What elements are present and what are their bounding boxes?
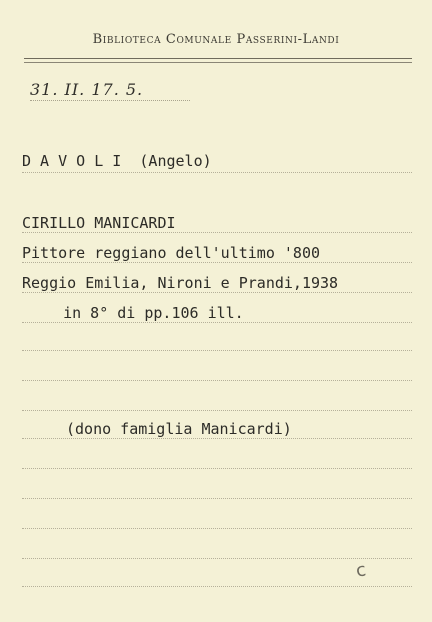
imprint-line: Reggio Emilia, Nironi e Prandi,1938 — [22, 274, 339, 292]
dotted-rule — [22, 350, 412, 351]
dotted-rule — [22, 262, 412, 263]
library-header: Biblioteca Comunale Passerini-Landi — [92, 32, 340, 47]
dotted-rule — [22, 292, 412, 293]
header-rule-thin — [24, 62, 412, 63]
subtitle-line: Pittore reggiano dell'ultimo '800 — [22, 244, 321, 262]
dotted-rule — [22, 498, 412, 499]
author-line: D A V O L I (Angelo) — [22, 152, 212, 170]
pencil-mark-icon: ᴄ — [354, 559, 368, 582]
dotted-rule — [22, 438, 412, 439]
physical-description-line: in 8° di pp.106 ill. — [36, 304, 244, 322]
dotted-rule — [22, 172, 412, 173]
dotted-rule — [22, 232, 412, 233]
dotted-rule — [22, 468, 412, 469]
dotted-rule — [22, 322, 412, 323]
dotted-rule — [22, 380, 412, 381]
dotted-rule — [22, 586, 412, 587]
shelfmark: 31. II. 17. 5. — [30, 80, 144, 99]
dotted-rule — [22, 410, 412, 411]
dotted-rule — [22, 528, 412, 529]
header-rule-thick — [24, 58, 412, 59]
provenance-note-line: (dono famiglia Manicardi) — [66, 420, 292, 438]
title-line: CIRILLO MANICARDI — [22, 214, 176, 232]
shelfmark-dotted-rule — [30, 100, 190, 101]
dotted-rule — [22, 558, 412, 559]
